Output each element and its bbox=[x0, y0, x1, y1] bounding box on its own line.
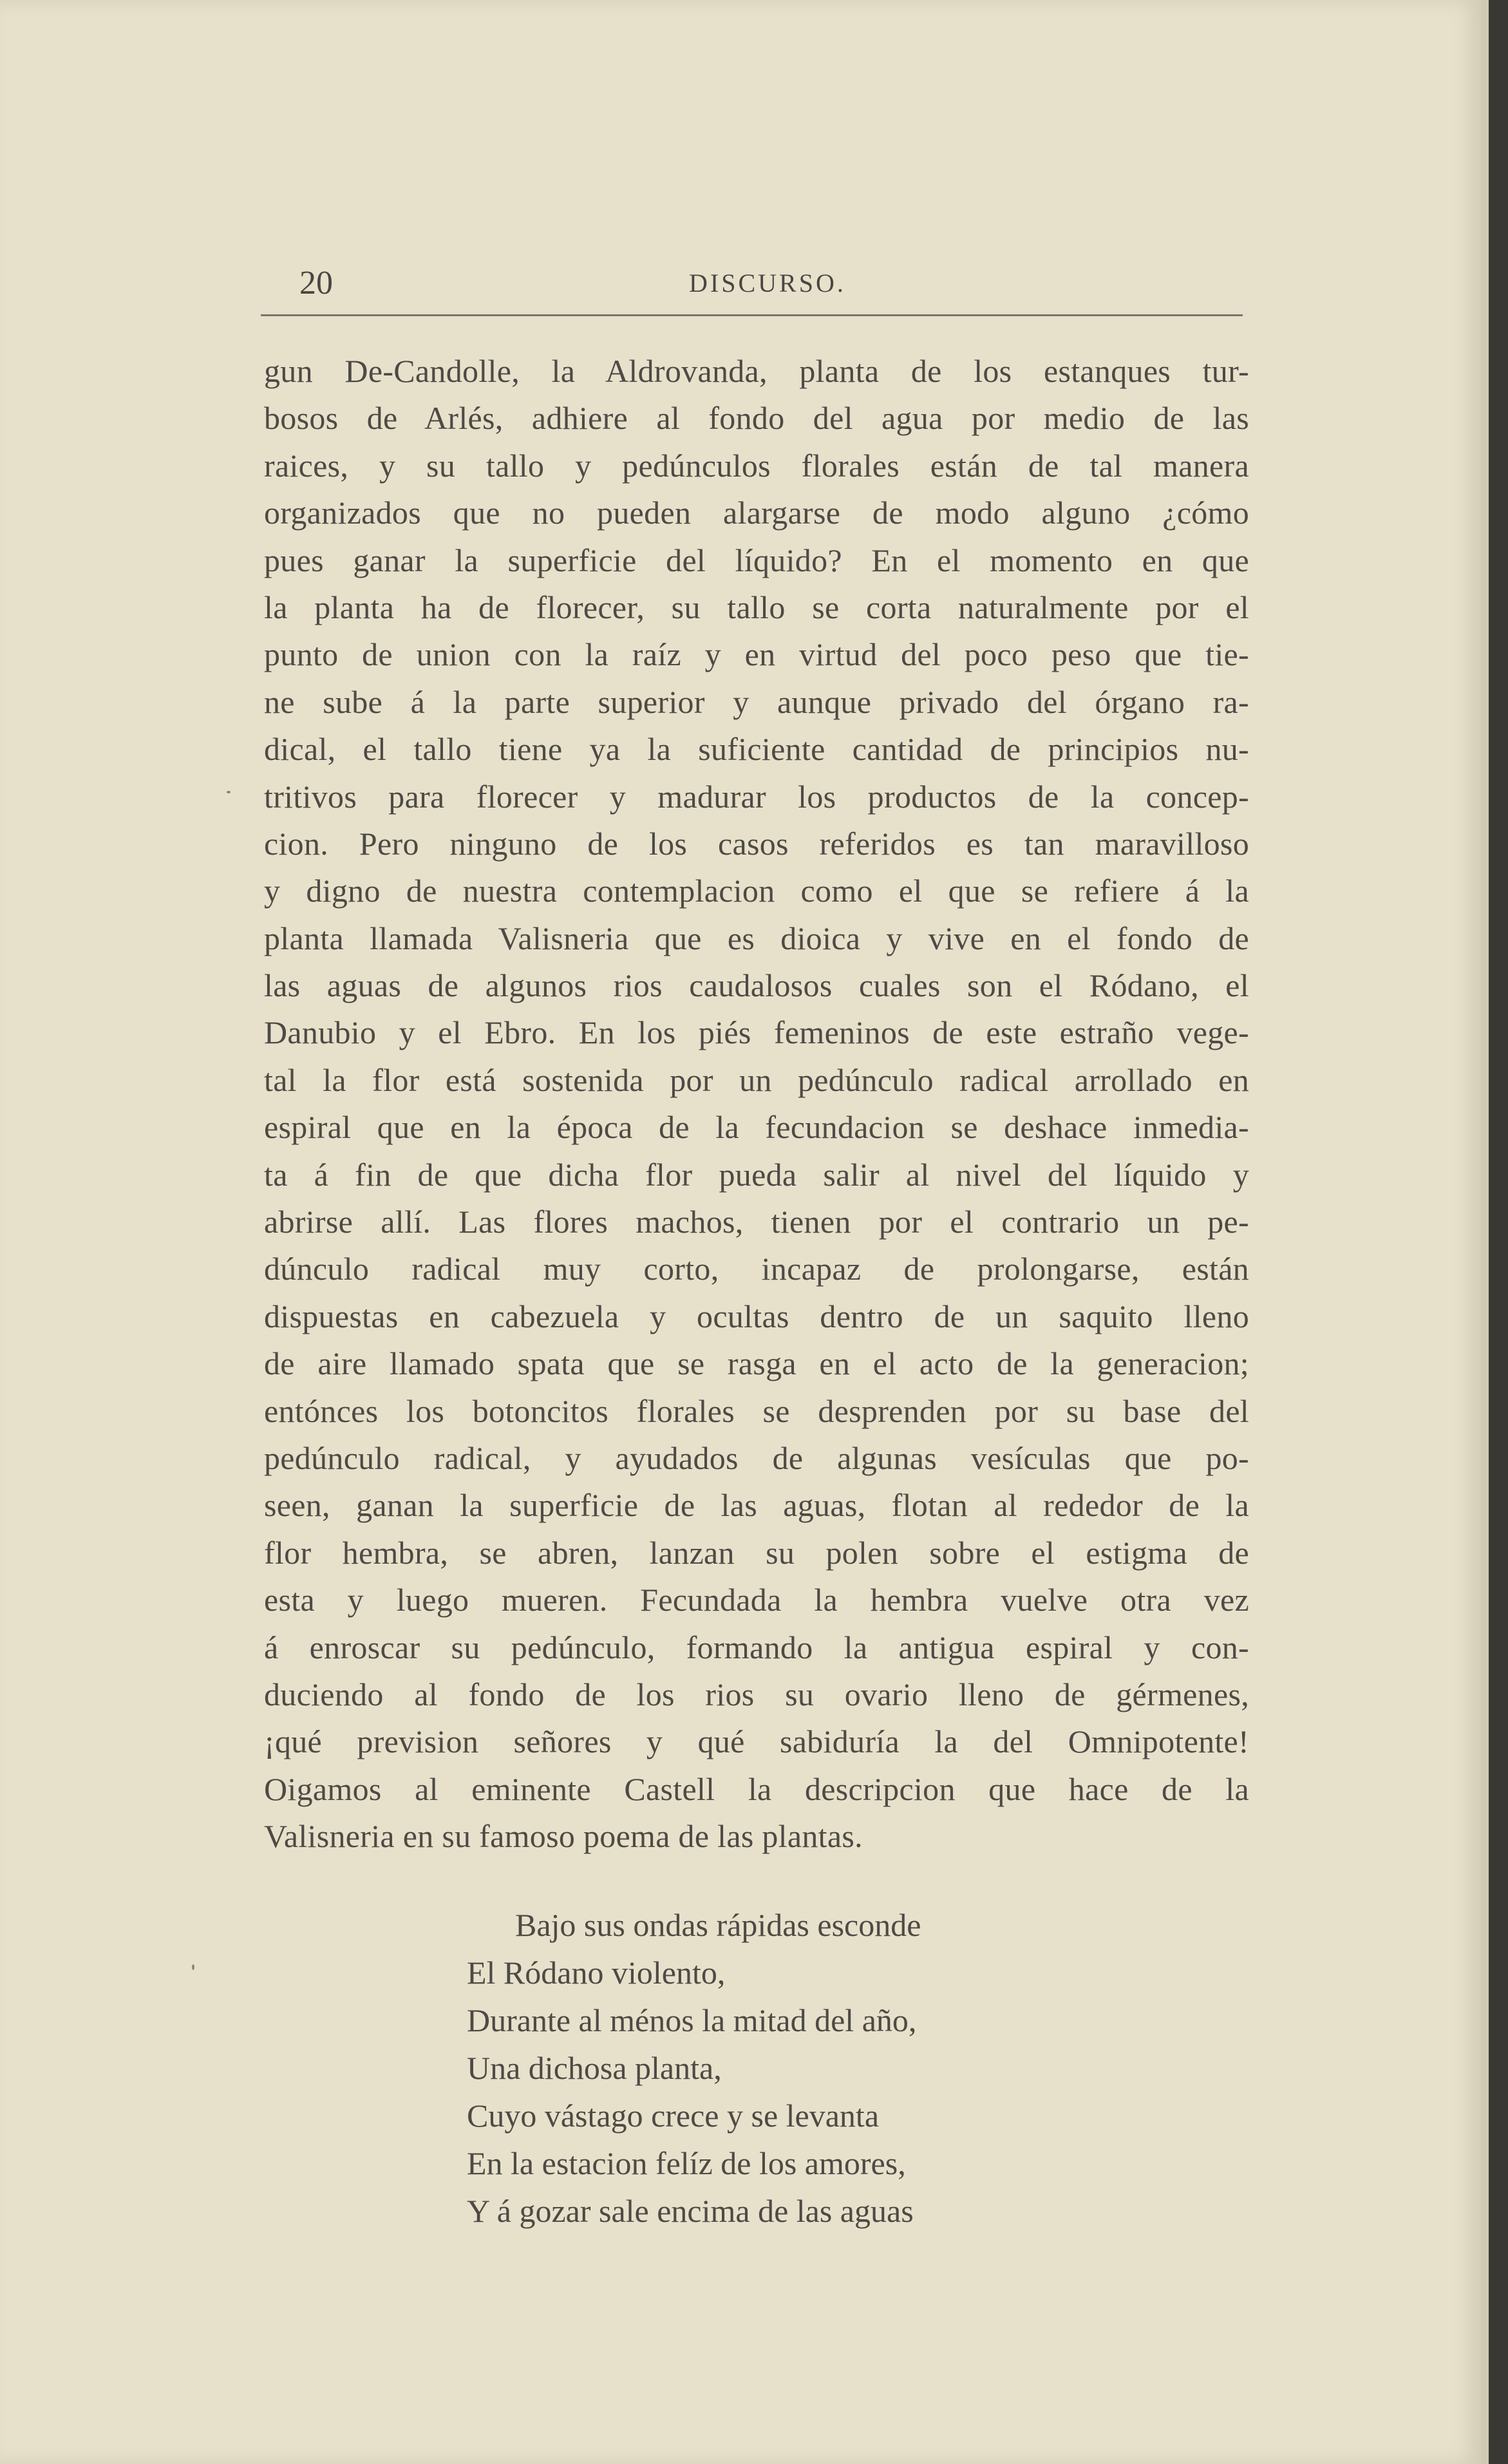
verse-line: Durante al ménos la mitad del año, bbox=[467, 2002, 917, 2038]
verse-line: Cuyo vástago crece y se levanta bbox=[467, 2098, 880, 2134]
verse-line: En la estacion felíz de los amores, bbox=[467, 2145, 906, 2181]
text-line: gun De-Candolle, la Aldrovanda, planta de los estanques tur- bbox=[264, 353, 1249, 389]
text-line: punto de union con la raíz y en virtud del poco peso que tie- bbox=[264, 636, 1249, 673]
verse-block bbox=[467, 1901, 1239, 2235]
text-line: esta y luego mueren. Fecundada la hembra vuelve otra vez bbox=[264, 1582, 1249, 1618]
text-line: abrirse allí. Las flores machos, tienen por el contrario un pe- bbox=[264, 1204, 1249, 1240]
text-line: dical, el tallo tiene ya la suficiente cantidad de principios nu- bbox=[264, 731, 1249, 768]
text-line: tritivos para florecer y madurar los productos de la concep- bbox=[264, 778, 1249, 815]
verse-line: Y á gozar sale encima de las aguas bbox=[467, 2193, 914, 2229]
page-edge-shadow bbox=[1481, 0, 1489, 2464]
text-line: flor hembra, se abren, lanzan su polen sobre el estigma de bbox=[264, 1534, 1249, 1571]
text-line: á enroscar su pedúnculo, formando la antigua espiral y con- bbox=[264, 1629, 1249, 1665]
text-line: dúnculo radical muy corto, incapaz de prolongarse, están bbox=[264, 1251, 1249, 1287]
text-line: duciendo al fondo de los rios su ovario lleno de gérmenes, bbox=[264, 1676, 1249, 1712]
header-rule bbox=[261, 314, 1243, 316]
text-line: planta llamada Valisneria que es dioica y vive en el fondo de bbox=[264, 920, 1249, 956]
page-number: 20 bbox=[299, 265, 333, 301]
text-line: ¡qué prevision señores y qué sabiduría la del Omnipotente! bbox=[264, 1723, 1249, 1760]
text-line: dispuestas en cabezuela y ocultas dentro de un saquito lleno bbox=[264, 1298, 1249, 1334]
text-line: entónces los botoncitos florales se desprenden por su base del bbox=[264, 1392, 1249, 1429]
text-line: pedúnculo radical, y ayudados de algunas vesículas que po- bbox=[264, 1439, 1249, 1476]
text-line: ta á fin de que dicha flor pueda salir al nivel del líquido y bbox=[264, 1156, 1249, 1193]
text-line: y digno de nuestra contemplacion como el que se refiere á la bbox=[264, 873, 1249, 909]
text-line: raices, y su tallo y pedúnculos florales están de tal manera bbox=[264, 447, 1249, 484]
text-line: cion. Pero ninguno de los casos referidos es tan maravilloso bbox=[264, 825, 1249, 862]
text-line: espiral que en la época de la fecundacion se deshace inmedia- bbox=[264, 1109, 1249, 1146]
text-line: tal la flor está sostenida por un pedúnculo radical arrollado en bbox=[264, 1061, 1249, 1098]
running-head bbox=[261, 264, 1246, 309]
body-paragraph bbox=[264, 348, 1249, 1861]
verse-line: Una dichosa planta, bbox=[467, 2050, 722, 2086]
running-title: DISCURSO. bbox=[689, 269, 846, 298]
paper-speck bbox=[192, 1964, 194, 1970]
text-line: las aguas de algunos rios caudalosos cuales son el Ródano, el bbox=[264, 967, 1249, 1004]
text-line: seen, ganan la superficie de las aguas, flotan al rededor de la bbox=[264, 1487, 1249, 1524]
text-line: bosos de Arlés, adhiere al fondo del agua por medio de las bbox=[264, 400, 1249, 437]
book-binding-edge bbox=[1489, 0, 1508, 2464]
text-line: pues ganar la superficie del líquido? En el momento en que bbox=[264, 542, 1249, 578]
text-line: la planta ha de florecer, su tallo se corta naturalmente por el bbox=[264, 589, 1249, 625]
text-line: de aire llamado spata que se rasga en el acto de la generacion; bbox=[264, 1345, 1249, 1382]
text-line: Valisneria en su famoso poema de las plantas. bbox=[264, 1818, 863, 1855]
text-line: Oigamos al eminente Castell la descripcion que hace de la bbox=[264, 1770, 1249, 1807]
verse-line: El Ródano violento, bbox=[467, 1955, 726, 1991]
text-line: organizados que no pueden alargarse de modo alguno ¿cómo bbox=[264, 495, 1249, 531]
verse-line: Bajo sus ondas rápidas esconde bbox=[515, 1907, 921, 1943]
text-line: Danubio y el Ebro. En los piés femeninos de este estraño vege- bbox=[264, 1014, 1249, 1051]
text-line: ne sube á la parte superior y aunque privado del órgano ra- bbox=[264, 683, 1249, 720]
paper-speck bbox=[227, 791, 231, 793]
